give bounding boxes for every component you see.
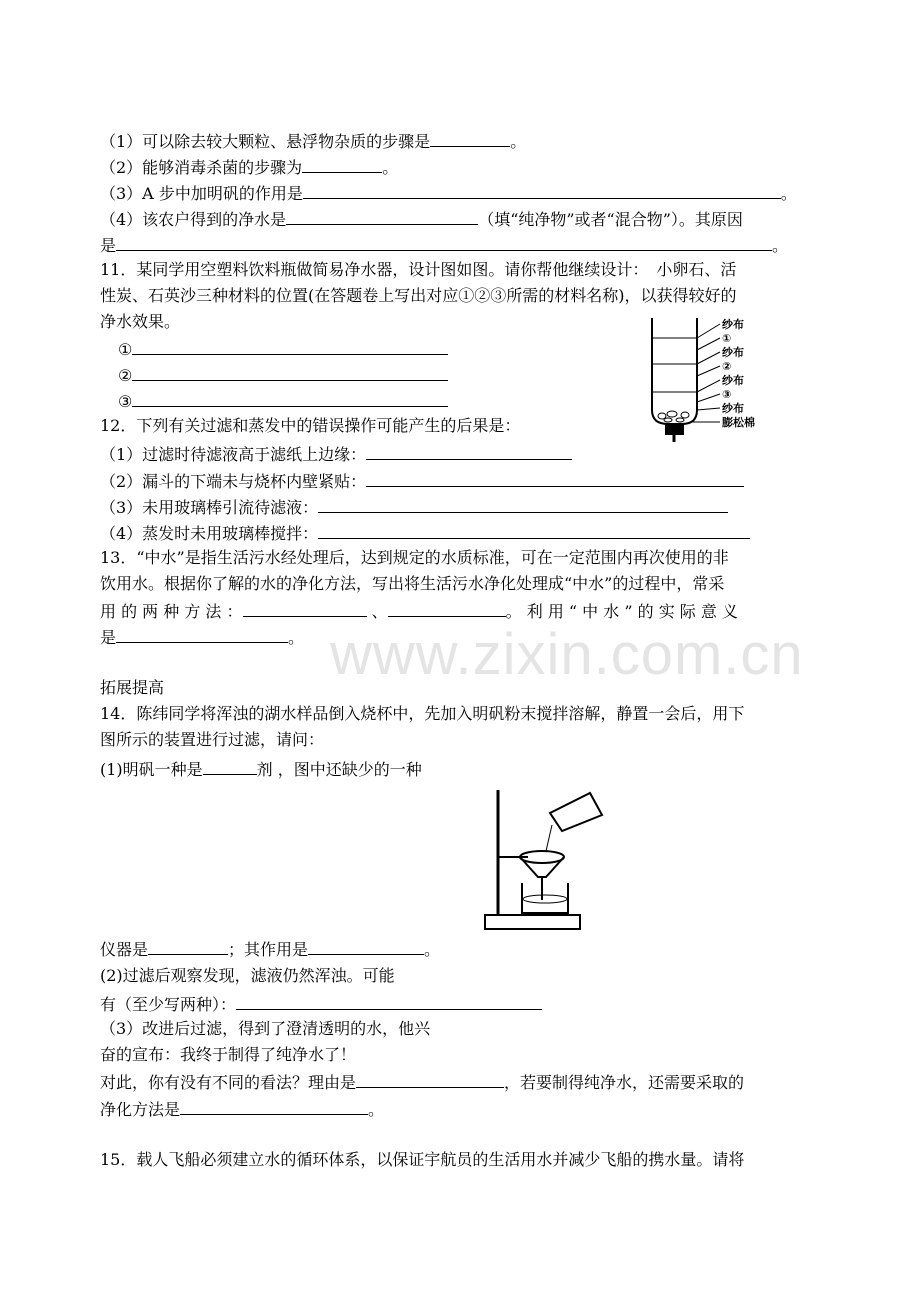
q11-answer1: ① xyxy=(118,338,448,360)
q14-part2-cont: 有（至少写两种）： xyxy=(100,993,542,1015)
answer-blank[interactable] xyxy=(203,758,257,775)
q14-part2: (2)过滤后观察发现，滤液仍然浑浊。可能 xyxy=(100,966,395,985)
q14-part1: (1)明矾一种是 剂 ，图中还缺少的一种 xyxy=(100,760,422,779)
q13-line1: 13．“中水”是指生活污水经处理后，达到规定的水质标准，可在一定范围内再次使用的非 xyxy=(100,548,729,567)
answer-blank[interactable] xyxy=(302,156,382,173)
q10-part3: （3）A 步中加明矾的作用是 。 xyxy=(100,184,797,203)
q12-line1: 12．下列有关过滤和蒸发中的错误操作可能产生的后果是： xyxy=(100,416,521,435)
q13-line4: 是 。 xyxy=(100,628,305,647)
label-gauze: 纱布 xyxy=(722,374,744,387)
label-layer-1: ① xyxy=(722,332,732,345)
q10-part2: （2）能够消毒杀菌的步骤为 。 xyxy=(100,158,399,177)
q14-part3-line2: 奋的宣布：我终于制得了纯净水了！ xyxy=(100,1045,357,1064)
q14-line1: 14．陈纬同学将浑浊的湖水样品倒入烧杯中，先加入明矾粉末搅拌溶解，静置一会后，用下 xyxy=(100,704,745,723)
q12-part4: （4）蒸发时未用玻璃棒搅拌： xyxy=(100,522,750,544)
label-gauze: 纱布 xyxy=(722,346,744,359)
q14-part1-cont: 仪器是 ；其作用是 。 xyxy=(100,940,441,959)
answer-blank[interactable] xyxy=(318,496,728,513)
q15-line1: 15．载人飞船必须建立水的循环体系，以保证宇航员的生活用水并减少飞船的携水量。请将 xyxy=(100,1150,745,1169)
answer-blank[interactable] xyxy=(236,993,542,1010)
q11-answer2: ② xyxy=(118,364,448,386)
answer-blank[interactable] xyxy=(132,364,448,381)
answer-blank[interactable] xyxy=(366,470,744,487)
section-heading: 拓展提高 xyxy=(100,678,165,697)
answer-blank[interactable] xyxy=(148,938,228,955)
q10-part1: （1）可以除去较大颗粒、悬浮物杂质的步骤是 。 xyxy=(100,132,527,151)
answer-blank[interactable] xyxy=(318,522,750,539)
q14-part3-line4: 净化方法是 。 xyxy=(100,1100,385,1119)
label-layer-2: ② xyxy=(722,360,732,373)
q13-line3: 用 的 两 种 方 法 ： 、 。 利 用 “ 中 水 ” 的 实 际 意 义 xyxy=(100,602,738,621)
answer-blank[interactable] xyxy=(308,938,424,955)
answer-blank[interactable] xyxy=(286,208,478,225)
q12-part1: （1）过滤时待滤液高于滤纸上边缘： xyxy=(100,443,572,465)
q14-line2: 图所示的装置进行过滤，请问： xyxy=(100,730,325,749)
q14-part3: （3）改进后过滤，得到了澄清透明的水，他兴 xyxy=(100,1019,431,1038)
answer-blank[interactable] xyxy=(303,182,781,199)
answer-blank[interactable] xyxy=(243,600,367,617)
answer-blank[interactable] xyxy=(430,130,510,147)
answer-blank[interactable] xyxy=(366,443,572,460)
label-gauze: 纱布 xyxy=(722,402,744,415)
answer-blank[interactable] xyxy=(356,1071,504,1088)
label-cotton: 膨松棉 xyxy=(722,416,755,429)
answer-blank[interactable] xyxy=(132,390,448,407)
q11-line3: 净水效果。 xyxy=(100,312,181,331)
answer-blank[interactable] xyxy=(116,234,772,251)
q14-part3-line3: 对此，你有没有不同的看法？理由是 ，若要制得纯净水，还需要采取的 xyxy=(100,1073,745,1092)
answer-blank[interactable] xyxy=(180,1098,368,1115)
answer-blank[interactable] xyxy=(388,600,506,617)
q12-part3: （3）未用玻璃棒引流待滤液： xyxy=(100,496,728,518)
water-filter-bottle-diagram xyxy=(640,314,790,444)
answer-blank[interactable] xyxy=(116,626,288,643)
watermark: www.zixin.com.cn xyxy=(330,622,804,687)
label-gauze: 纱布 xyxy=(722,318,744,331)
q11-line1: 11．某同学用空塑料饮料瓶做简易净水器，设计图如图。请你帮他继续设计： 小卵石、活 xyxy=(100,260,737,279)
q13-line2: 饮用水。根据你了解的水的净化方法，写出将生活污水净化处理成“中水”的过程中，常采 xyxy=(100,574,725,593)
q11-answer3: ③ xyxy=(118,390,448,412)
q10-reason: 是 。 xyxy=(100,236,789,255)
filtration-apparatus-diagram xyxy=(480,785,610,935)
answer-blank[interactable] xyxy=(132,338,448,355)
label-layer-3: ③ xyxy=(722,388,732,401)
q10-part4: （4）该农户得到的净水是 （填“纯净物”或者“混合物”）。其原因 xyxy=(100,210,743,229)
q11-line2: 性炭、石英沙三种材料的位置(在答题卷上写出对应①②③所需的材料名称)，以获得较好的 xyxy=(100,286,737,305)
q12-part2: （2）漏斗的下端未与烧杯内壁紧贴： xyxy=(100,470,744,492)
